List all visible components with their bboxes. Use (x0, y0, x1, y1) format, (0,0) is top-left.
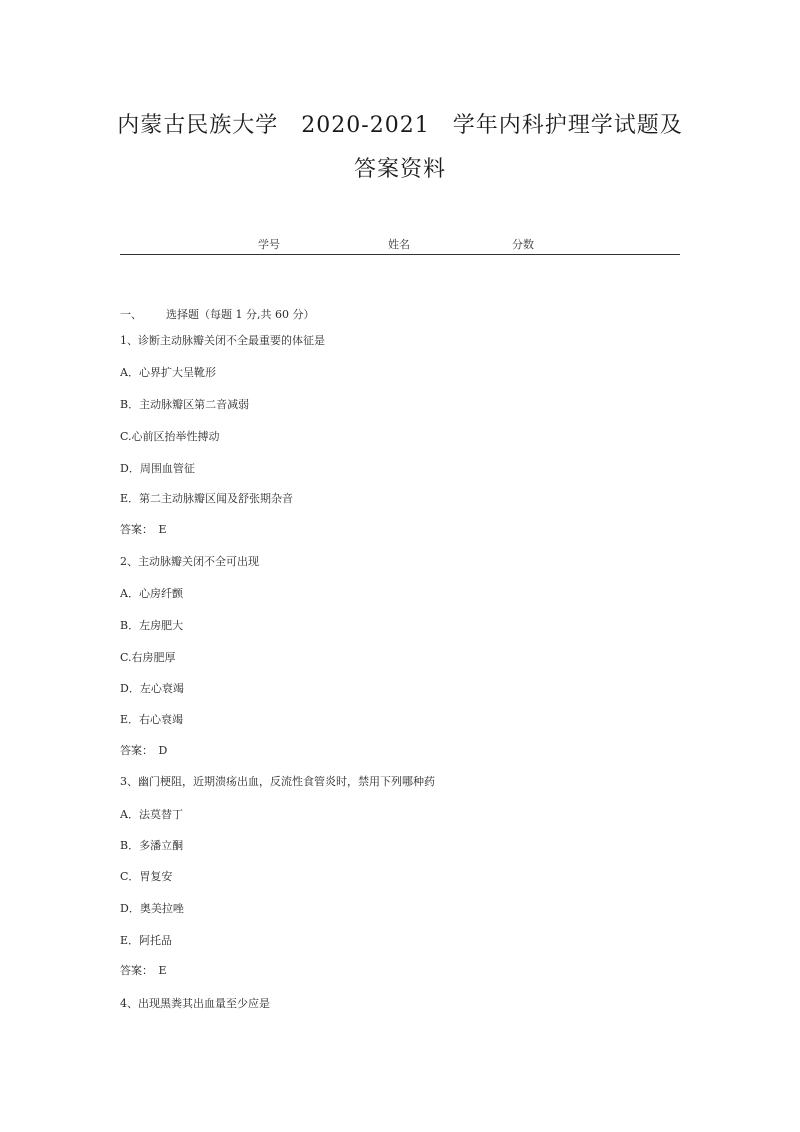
name-label: 姓名 (388, 238, 410, 251)
question-stem: 1、诊断主动脉瓣关闭不全最重要的体征是 (120, 334, 325, 347)
answer-option: B．左房肥大 (120, 619, 184, 632)
answer-option: A．心界扩大呈靴形 (120, 366, 216, 379)
answer-option: E．第二主动脉瓣区闻及舒张期杂音 (120, 492, 294, 505)
student-id-label: 学号 (258, 238, 280, 251)
section-heading (120, 306, 314, 322)
section-title: 选择题（每题 1 分,共 60 分） (166, 308, 315, 321)
question-stem: 3、幽门梗阻，近期溃疡出血，反流性食管炎时，禁用下列哪种药 (120, 775, 435, 788)
answer-key: 答案： E (120, 523, 167, 536)
answer-option: E．阿托品 (120, 934, 173, 947)
answer-option: B．主动脉瓣区第二音减弱 (120, 398, 250, 411)
header-divider (120, 254, 680, 255)
answer-option: D．奥美拉唑 (120, 902, 184, 915)
question-stem: 4、出现黑粪其出血量至少应是 (120, 997, 270, 1010)
document-title-line-2: 答案资料 (353, 157, 446, 182)
document-title-line-1: 内蒙古民族大学 2020-2021 学年内科护理学试题及 (117, 113, 683, 138)
answer-option: A．心房纤颤 (120, 587, 183, 600)
answer-option: D．左心衰竭 (120, 682, 184, 695)
question-stem: 2、主动脉瓣关闭不全可出现 (120, 555, 259, 568)
answer-option: C．胃复安 (120, 870, 173, 883)
answer-option: D．周围血管征 (120, 462, 195, 475)
answer-option: A．法莫替丁 (120, 808, 183, 821)
answer-option: E．右心衰竭 (120, 713, 184, 726)
student-info-row (120, 236, 680, 254)
score-label: 分数 (512, 238, 534, 251)
answer-option: C.心前区抬举性搏动 (120, 430, 220, 443)
section-number: 一、 (120, 308, 142, 321)
answer-option: C.右房肥厚 (120, 651, 176, 664)
answer-option: B．多潘立酮 (120, 839, 184, 852)
answer-key: 答案： E (120, 964, 167, 977)
answer-key: 答案： D (120, 744, 168, 757)
